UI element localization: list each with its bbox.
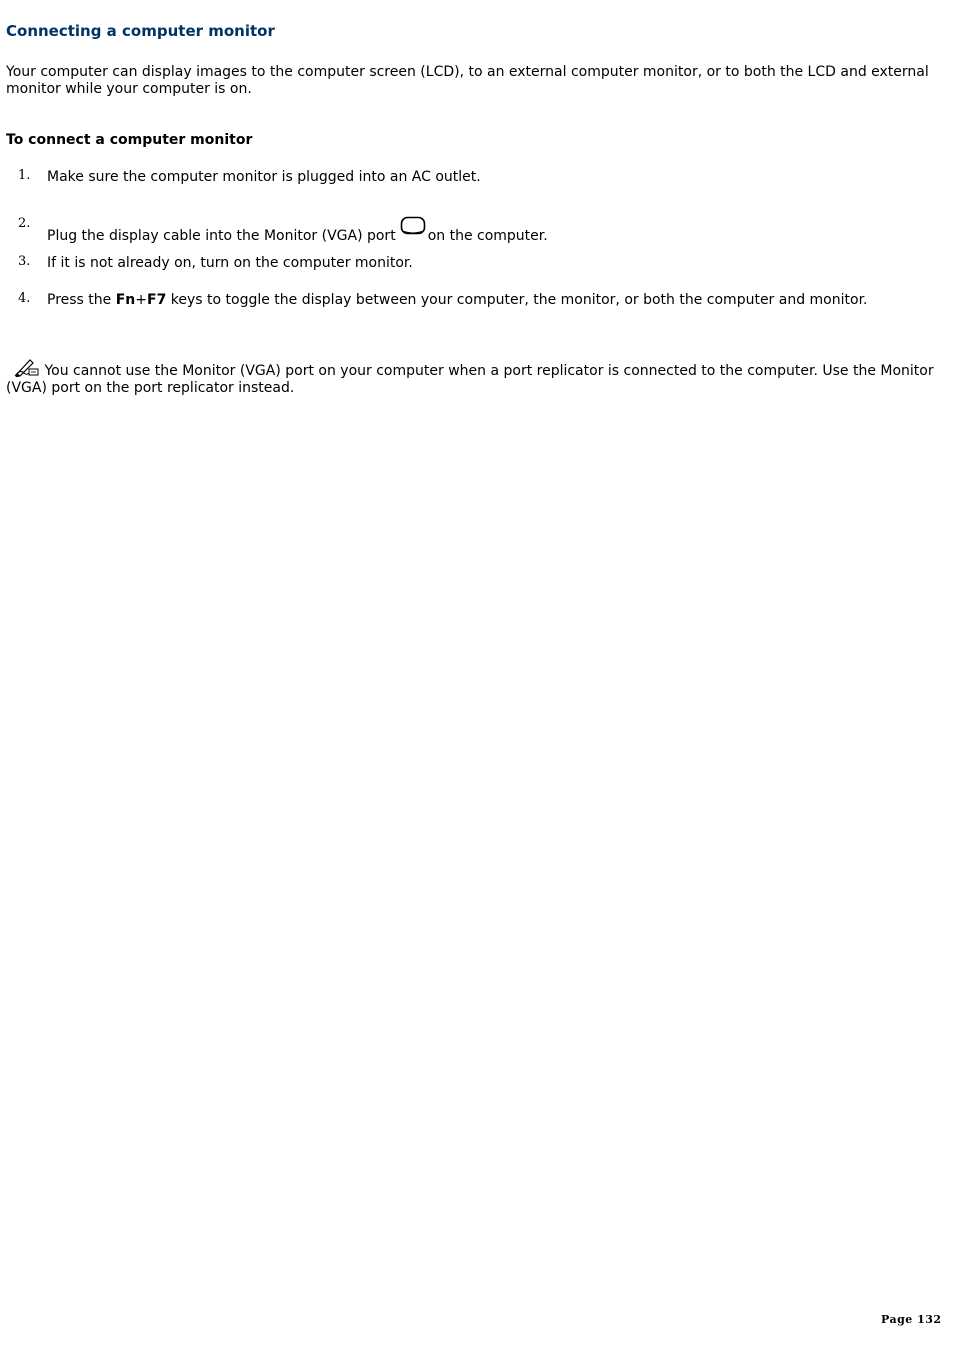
step-number: 2.: [18, 216, 31, 231]
page-title: Connecting a computer monitor: [6, 22, 275, 40]
step-text-after: on the computer.: [427, 228, 548, 244]
key-fn: Fn: [115, 292, 136, 308]
step-text-before: Press the: [47, 292, 116, 308]
intro-paragraph: Your computer can display images to the computer screen (LCD), to an external computer monitor, or to both the LCD and external monitor while your computer is on.: [6, 64, 929, 97]
step-number: 3.: [18, 254, 31, 269]
step-text: [47, 216, 897, 245]
monitor-port-icon: [400, 216, 426, 236]
step-text: [47, 291, 897, 309]
note-pencil-icon: [14, 357, 40, 377]
page-number: Page 132: [881, 1313, 942, 1326]
key-plus: +: [135, 292, 147, 308]
note-paragraph: [6, 357, 946, 397]
key-f7: F7: [147, 292, 167, 308]
step-text-after: keys to toggle the display between your computer, the monitor, or both the computer and monitor.: [166, 292, 868, 308]
step-number: 4.: [18, 291, 31, 306]
note-text: You cannot use the Monitor (VGA) port on your computer when a port replicator is connected to the computer. Use the Monitor (VGA) port on the port replicator instead.: [6, 363, 934, 396]
step-text: If it is not already on, turn on the computer monitor.: [47, 255, 413, 271]
step-text: Make sure the computer monitor is plugged into an AC outlet.: [47, 169, 481, 185]
procedure-heading: To connect a computer monitor: [6, 132, 253, 148]
step-number: 1.: [18, 168, 31, 183]
step-text-before: Plug the display cable into the Monitor (VGA) port: [47, 228, 396, 244]
